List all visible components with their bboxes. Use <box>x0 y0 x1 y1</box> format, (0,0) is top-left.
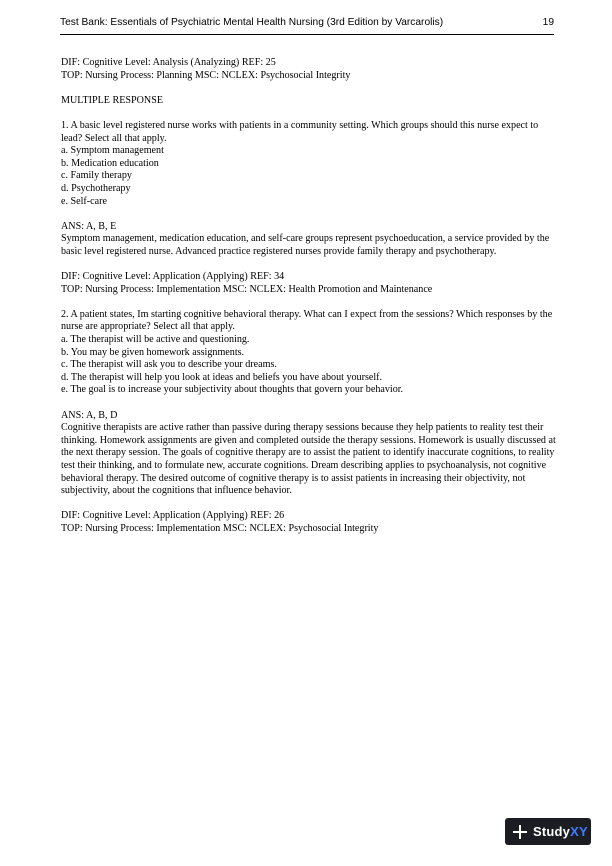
question-2 <box>61 309 557 536</box>
dif-line: DIF: Cognitive Level: Application (Applying) REF: 26 <box>61 510 285 522</box>
answer-option: c. The therapist will ask you to describe your dreams. <box>61 359 277 371</box>
question-1-metadata <box>61 271 557 296</box>
studyxy-badge[interactable] <box>505 818 591 845</box>
question-2-metadata <box>61 510 557 535</box>
rationale: Cognitive therapists are active rather than passive during therapy sessions because they help patients to reality test their thinking. Homework assignments are given and completed outside the therapy sessions. Homework is usually discussed at the next therapy session. The goals of cognitive therapy are to assist the patient to identify inaccurate cognitions, to reality test their thinking, and to formulate new, accurate cognitions. Dream describing applies to psychoanalysis, not cognitive behavioral therapy. The desired outcome of cognitive therapy is to assist patients in increasing their objectivity, not subjectivity, about the cognitions that influence behavior. <box>61 422 556 497</box>
page-content <box>61 57 557 548</box>
question-1 <box>61 120 557 296</box>
answer-block <box>61 410 557 498</box>
answer-option: a. The therapist will be active and questioning. <box>61 334 250 346</box>
brand-suffix: XY <box>570 824 588 839</box>
brand-logo <box>533 824 588 839</box>
plus-icon <box>513 825 527 839</box>
answer-option: d. Psychotherapy <box>61 182 131 194</box>
answer-option: b. Medication education <box>61 157 159 169</box>
top-line: TOP: Nursing Process: Implementation MSC: NCLEX: Psychosocial Integrity <box>61 522 379 534</box>
answer-option: a. Symptom management <box>61 145 164 157</box>
answer-option: d. The therapist will help you look at ideas and beliefs you have about yourself. <box>61 371 383 383</box>
rationale: Symptom management, medication education, and self-care groups represent psychoeducation, a service provided by the basic level registered nurse. Advanced practice registered nurses provide family therapy and psychotherapy. <box>61 233 550 257</box>
brand-prefix: Study <box>533 824 571 839</box>
answer-key: ANS: A, B, E <box>61 220 117 232</box>
answer-option: c. Family therapy <box>61 170 132 182</box>
answer-option: e. The goal is to increase your subjectivity about thoughts that govern your behavior. <box>61 384 404 396</box>
section-heading: MULTIPLE RESPONSE <box>61 94 163 106</box>
question-1-block <box>61 120 557 208</box>
top-line: TOP: Nursing Process: Planning MSC: NCLEX: Psychosocial Integrity <box>61 69 351 81</box>
top-line: TOP: Nursing Process: Implementation MSC: NCLEX: Health Promotion and Maintenance <box>61 283 433 295</box>
document-title: Test Bank: Essentials of Psychiatric Mental Health Nursing (3rd Edition by Varcarolis) <box>60 17 444 28</box>
page-header <box>60 14 554 35</box>
question-2-block <box>61 309 557 397</box>
page-number: 19 <box>542 17 554 28</box>
answer-key: ANS: A, B, D <box>61 409 118 421</box>
answer-option: e. Self-care <box>61 195 107 207</box>
answer-option: b. You may be given homework assignments. <box>61 346 245 358</box>
previous-item-metadata <box>61 57 557 82</box>
question-stem: 2. A patient states, Im starting cognitive behavioral therapy. What can I expect from the sessions? Which responses by the nurse are appropriate? Select all that apply. <box>61 308 553 333</box>
dif-line: DIF: Cognitive Level: Application (Applying) REF: 34 <box>61 271 285 283</box>
answer-block <box>61 221 557 259</box>
dif-line: DIF: Cognitive Level: Analysis (Analyzing) REF: 25 <box>61 57 276 68</box>
question-stem: 1. A basic level registered nurse works with patients in a community setting. Which groups should this nurse expect to lead? Select all that apply. <box>61 119 539 144</box>
